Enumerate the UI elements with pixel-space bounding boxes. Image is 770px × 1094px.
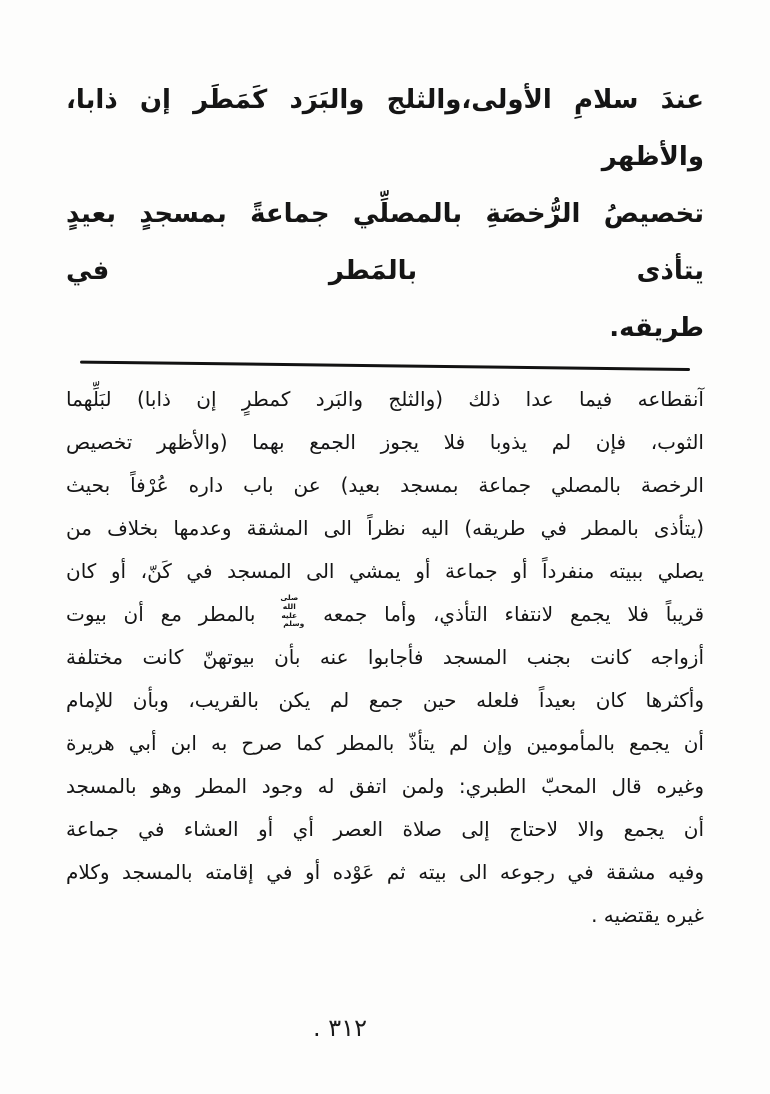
- main-text-line: تخصيصُ الرُّخصَةِ بالمصلِّي جماعةً بمسجدٍ بعيدٍ يتأذى بالمَطر في: [66, 199, 704, 286]
- commentary-line: غيره يقتضيه .: [591, 903, 704, 927]
- commentary-line: يصلي ببيته منفرداً أو جماعة أو يمشي الى المسجد في كَنّ، أو كان: [66, 559, 704, 583]
- commentary-line-with-honorific: [66, 593, 704, 636]
- commentary-section: [66, 378, 704, 937]
- commentary-line: الثوب، فإن لم يذوبا فلا يجوز الجمع بهما (والأظهر تخصيص: [66, 430, 704, 454]
- commentary-divider-rule: [80, 361, 690, 371]
- commentary-line: وفيه مشقة في رجوعه الى بيته ثم عَوْده أو في إقامته بالمسجد وكلام: [66, 860, 704, 884]
- commentary-line: الرخصة بالمصلي جماعة بمسجد بعيد) عن باب داره عُرْفاً بحيث: [66, 473, 704, 497]
- page-number: ٣١٢ .: [313, 1014, 367, 1042]
- page-content: [66, 72, 704, 937]
- commentary-text: قريباً فلا يجمع لانتفاء التأذي، وأما جمعه: [323, 602, 705, 626]
- commentary-line: أزواجه كانت بجنب المسجد فأجابوا عنه بأن بيوتهنّ كانت مختلفة: [66, 645, 704, 669]
- commentary-line: أن يجمع والا لاحتاج إلى صلاة العصر أي أو العشاء في جماعة: [66, 817, 704, 841]
- commentary-line: أن يجمع بالمأمومين وإن لم يتأذّ بالمطر كما صرح به ابن أبي هريرة: [66, 731, 704, 755]
- commentary-line: (يتأذى بالمطر في طريقه) اليه نظراً الى المشقة وعدمها بخلاف من: [66, 516, 704, 540]
- commentary-text: بالمطر مع أن بيوت: [66, 602, 256, 626]
- main-text-section: [66, 72, 704, 357]
- main-text-line: عندَ سلامِ الأولى،والثلج والبَرَد كَمَطَر إن ذابا، والأظهر: [66, 85, 704, 172]
- commentary-line: وأكثرها كان بعيداً فلعله حين جمع لم يكن بالقريب، وبأن للإمام: [66, 688, 704, 712]
- main-text-line: طريقه.: [609, 313, 704, 343]
- salla-allahu-alayhi-wa-sallam-ligature: صلى الله عليه وسلم: [280, 593, 305, 629]
- commentary-line: آنقطاعه فيما عدا ذلك (والثلج والبَرد كمطرٍ إن ذابا) لبَلِّهما: [66, 387, 704, 411]
- commentary-line: وغيره قال المحبّ الطبري: ولمن اتفق له وجود المطر وهو بالمسجد: [66, 774, 704, 798]
